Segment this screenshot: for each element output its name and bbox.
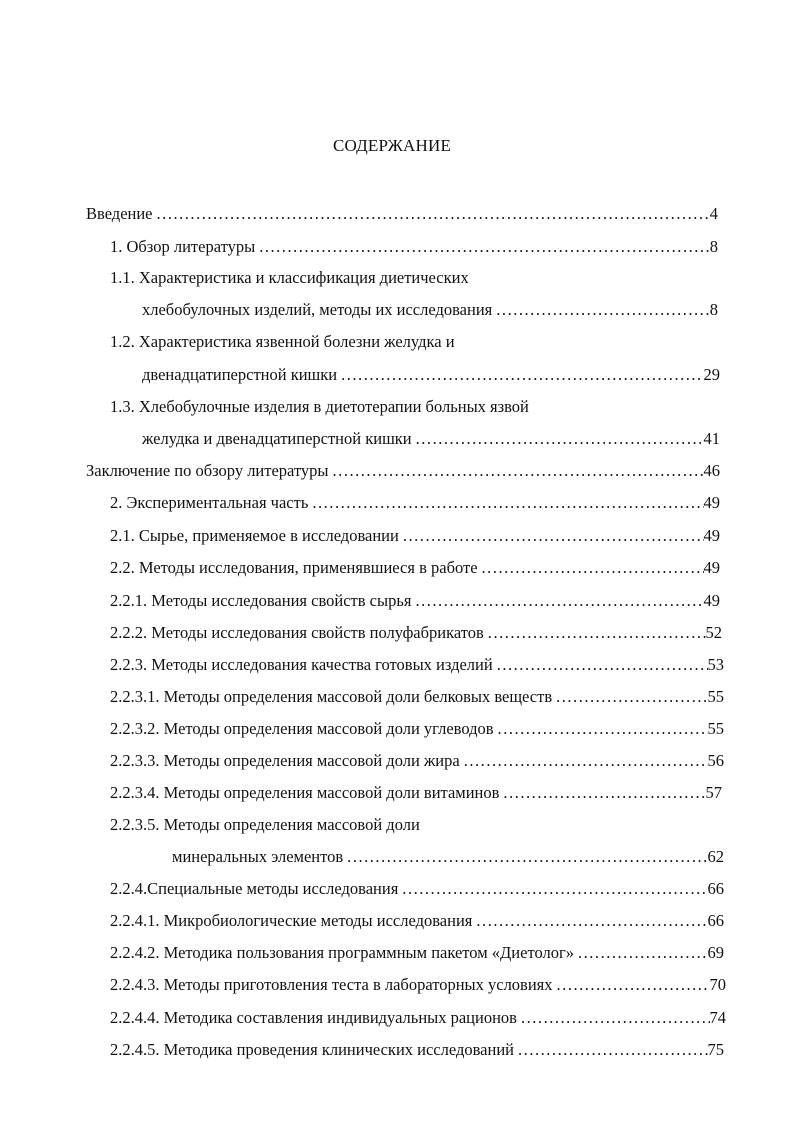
toc-entry-text: желудка и двенадцатиперстной кишки — [142, 429, 412, 448]
toc-entry-page: 49 — [703, 493, 720, 512]
leader-dots — [553, 975, 710, 995]
toc-entry-2-2-4-4 — [110, 1008, 726, 1028]
leader-dots — [460, 751, 708, 771]
toc-entry-text: 2.2.4.5. Методика проведения клинических исследований — [110, 1040, 515, 1059]
toc-entry-2-2-3-2 — [110, 719, 724, 739]
leader-dots — [398, 879, 707, 899]
leader-dots — [343, 847, 707, 867]
toc-entry-text: 2.2.4.Специальные методы исследования — [110, 879, 399, 898]
toc-entry-2-2-3-4 — [110, 783, 722, 803]
leader-dots — [255, 237, 710, 257]
toc-entry-page: 57 — [705, 783, 722, 802]
leader-dots — [153, 204, 710, 224]
toc-entry-page: 4 — [709, 204, 718, 223]
toc-entry-2-2-3-3 — [110, 751, 724, 771]
toc-entry-page: 52 — [705, 623, 722, 642]
toc-entry-page: 55 — [707, 687, 724, 706]
toc-entry-2-2-3 — [110, 655, 724, 675]
toc-entry-text: 2.2.3.4. Методы определения массовой доли витаминов — [110, 783, 500, 802]
toc-entry-2-2-4-3 — [110, 975, 726, 995]
toc-entry-2-2-4-2 — [110, 943, 724, 963]
toc-entry-text: 2.2.4.1. Микробиологические методы исследования — [110, 911, 473, 930]
toc-entry-text: 2. Экспериментальная часть — [110, 493, 309, 512]
leader-dots — [411, 591, 703, 611]
toc-entry-1-3-first-line: 1.3. Хлебобулочные изделия в диетотерапии больных язвой — [110, 397, 529, 416]
leader-dots — [517, 1008, 710, 1028]
toc-entry-2 — [110, 493, 720, 513]
toc-entry-page: 70 — [709, 975, 726, 994]
toc-entry-page: 49 — [703, 591, 720, 610]
toc-entry-page: 53 — [707, 655, 724, 674]
toc-entry-1 — [110, 237, 718, 257]
toc-entry-2-2-3-5 — [172, 847, 724, 867]
toc-entry-text: 2.2.4.3. Методы приготовления теста в лабораторных условиях — [110, 975, 553, 994]
leader-dots — [412, 429, 704, 449]
toc-entry-page: 56 — [707, 751, 724, 770]
toc-entry-introduction — [86, 204, 718, 224]
leader-dots — [472, 911, 707, 931]
toc-entry-text: Заключение по обзору литературы — [86, 461, 329, 480]
leader-dots — [308, 493, 703, 513]
toc-entry-text: хлебобулочных изделий, методы их исследования — [142, 300, 493, 319]
toc-entry-text: 2.2.4.2. Методика пользования программным пакетом «Диетолог» — [110, 943, 574, 962]
toc-entry-page: 55 — [707, 719, 724, 738]
leader-dots — [493, 655, 708, 675]
toc-entry-page: 8 — [709, 237, 718, 256]
leader-dots — [492, 300, 709, 320]
toc-entry-text: 2.2.3.2. Методы определения массовой доли углеводов — [110, 719, 494, 738]
toc-entry-1-1-first-line: 1.1. Характеристика и классификация диетических — [110, 268, 469, 287]
toc-entry-2-2 — [110, 558, 720, 578]
toc-entry-text: 2.2.3.1. Методы определения массовой доли белковых веществ — [110, 687, 553, 706]
leader-dots — [329, 461, 704, 481]
toc-entry-text: 2.2.3. Методы исследования качества готовых изделий — [110, 655, 493, 674]
toc-entry-text: 2.2.2. Методы исследования свойств полуфабрикатов — [110, 623, 484, 642]
leader-dots — [337, 365, 703, 385]
toc-entry-conclusion — [86, 461, 720, 481]
toc-entry-2-2-2 — [110, 623, 722, 643]
toc-entry-page: 69 — [707, 943, 724, 962]
leader-dots — [494, 719, 708, 739]
toc-entry-1-1 — [142, 300, 718, 320]
toc-entry-page: 49 — [703, 526, 720, 545]
page-title: СОДЕРЖАНИЕ — [332, 136, 452, 155]
toc-entry-1-2-first-line: 1.2. Характеристика язвенной болезни желудка и — [110, 332, 455, 351]
leader-dots — [478, 558, 704, 578]
leader-dots — [552, 687, 707, 707]
toc-entry-page: 8 — [709, 300, 718, 319]
toc-entry-text: 2.1. Сырье, применяемое в исследовании — [110, 526, 399, 545]
leader-dots — [514, 1040, 707, 1060]
toc-entry-page: 66 — [707, 879, 724, 898]
leader-dots — [499, 783, 705, 803]
toc-entry-page: 74 — [709, 1008, 726, 1027]
leader-dots — [574, 943, 708, 963]
toc-entry-text: минеральных элементов — [172, 847, 344, 866]
toc-entry-2-1 — [110, 526, 720, 546]
toc-entry-page: 41 — [703, 429, 720, 448]
toc-entry-2-2-3-5-first-line: 2.2.3.5. Методы определения массовой доли — [110, 815, 420, 834]
toc-entry-page: 46 — [703, 461, 720, 480]
toc-entry-2-2-4-5 — [110, 1040, 724, 1060]
toc-entry-2-2-4-1 — [110, 911, 724, 931]
toc-entry-2-2-1 — [110, 591, 720, 611]
toc-entry-1-3 — [142, 429, 720, 449]
toc-entry-page: 29 — [703, 365, 720, 384]
toc-entry-page: 49 — [703, 558, 720, 577]
toc-entry-2-2-4 — [110, 879, 724, 899]
toc-entry-text: 1. Обзор литературы — [110, 237, 256, 256]
toc-entry-text: Введение — [86, 204, 153, 223]
toc-entry-text: 2.2. Методы исследования, применявшиеся в работе — [110, 558, 478, 577]
toc-entry-text: 2.2.4.4. Методика составления индивидуальных рационов — [110, 1008, 517, 1027]
leader-dots — [484, 623, 706, 643]
toc-entry-page: 62 — [707, 847, 724, 866]
toc-entry-1-2 — [142, 365, 720, 385]
toc-entry-page: 66 — [707, 911, 724, 930]
toc-entry-text: 2.2.1. Методы исследования свойств сырья — [110, 591, 412, 610]
toc-entry-page: 75 — [707, 1040, 724, 1059]
toc-entry-2-2-3-1 — [110, 687, 724, 707]
toc-entry-text: двенадцатиперстной кишки — [142, 365, 338, 384]
leader-dots — [399, 526, 704, 546]
toc-entry-text: 2.2.3.3. Методы определения массовой доли жира — [110, 751, 460, 770]
